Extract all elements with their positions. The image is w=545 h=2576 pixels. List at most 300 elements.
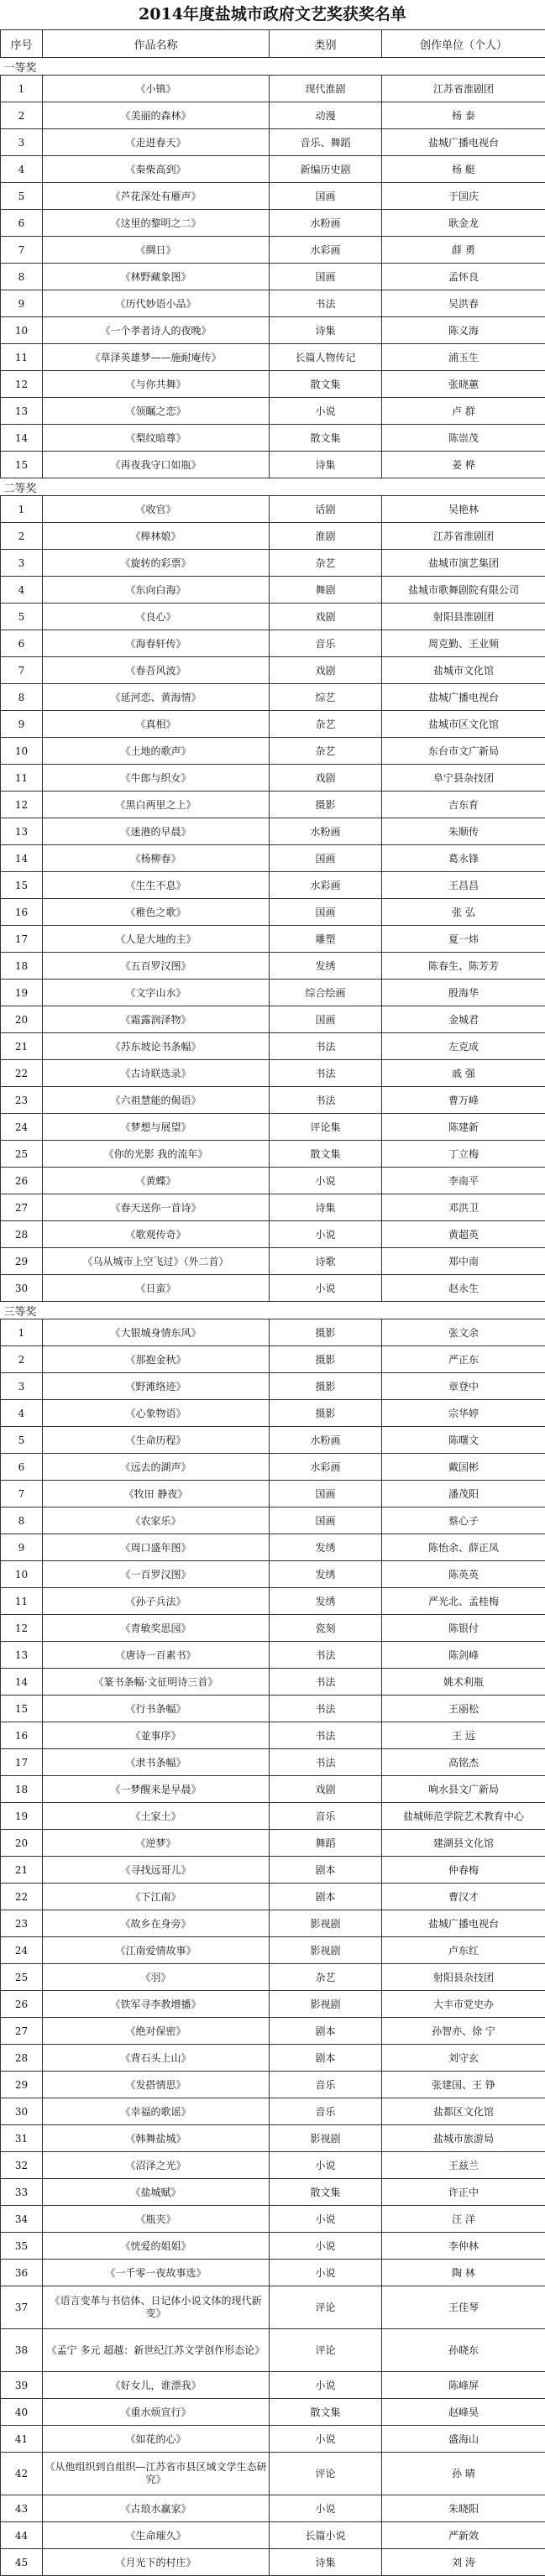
table-row bbox=[1, 765, 545, 792]
cell-category: 杂艺 bbox=[270, 1964, 382, 1991]
cell-index: 29 bbox=[1, 1248, 43, 1275]
cell-category: 瓷刻 bbox=[270, 1615, 382, 1642]
cell-creator: 葛永锋 bbox=[382, 845, 545, 872]
table-row bbox=[1, 156, 545, 183]
cell-work: 《林野藏象图》 bbox=[43, 264, 270, 290]
cell-creator: 高铭杰 bbox=[382, 1749, 545, 1776]
table-row bbox=[1, 76, 545, 102]
table-row bbox=[1, 317, 545, 344]
table-row bbox=[1, 237, 545, 264]
cell-category: 诗集 bbox=[270, 317, 382, 344]
cell-creator: 盐城市区文化馆 bbox=[382, 711, 545, 738]
table-row bbox=[1, 129, 545, 156]
cell-creator: 张建国、王 铮 bbox=[382, 2072, 545, 2098]
cell-category: 戏剧 bbox=[270, 765, 382, 792]
cell-work: 《良心》 bbox=[43, 604, 270, 630]
cell-creator: 戴国彬 bbox=[382, 1454, 545, 1481]
cell-category: 散文集 bbox=[270, 371, 382, 398]
cell-index: 16 bbox=[1, 899, 43, 926]
cell-work: 《苏东坡论书条幅》 bbox=[43, 1033, 270, 1060]
cell-work: 《那抱金秋》 bbox=[43, 1346, 270, 1373]
cell-category: 剧本 bbox=[270, 2018, 382, 2045]
cell-category: 书法 bbox=[270, 1087, 382, 1114]
table-row bbox=[1, 1669, 545, 1696]
cell-creator: 潘茂阳 bbox=[382, 1481, 545, 1507]
cell-index: 39 bbox=[1, 2372, 43, 2399]
cell-category: 摄影 bbox=[270, 792, 382, 818]
table-row bbox=[1, 2233, 545, 2260]
table-row bbox=[1, 264, 545, 290]
cell-category: 书法 bbox=[270, 1060, 382, 1087]
cell-creator: 射阳县淮剧团 bbox=[382, 604, 545, 630]
cell-creator: 陈建新 bbox=[382, 1114, 545, 1141]
table-row bbox=[1, 684, 545, 711]
cell-category: 国画 bbox=[270, 183, 382, 210]
cell-index: 2 bbox=[1, 102, 43, 129]
table-row bbox=[1, 1194, 545, 1221]
cell-work: 《行书条幅》 bbox=[43, 1696, 270, 1722]
cell-creator: 章登中 bbox=[382, 1373, 545, 1400]
cell-creator: 孙智亦、徐 宁 bbox=[382, 2018, 545, 2045]
cell-category: 评论 bbox=[270, 2329, 382, 2372]
cell-work: 《与你共舞》 bbox=[43, 371, 270, 398]
cell-index: 22 bbox=[1, 1060, 43, 1087]
cell-category: 剧本 bbox=[270, 1857, 382, 1884]
cell-work: 《一梦醒来是早晨》 bbox=[43, 1776, 270, 1803]
table-row bbox=[1, 792, 545, 818]
section-label: 一等奖 bbox=[1, 58, 545, 76]
cell-category: 发绣 bbox=[270, 1588, 382, 1615]
cell-creator: 陈峰屏 bbox=[382, 2372, 545, 2399]
cell-work: 《如花的心》 bbox=[43, 2426, 270, 2453]
cell-category: 诗集 bbox=[270, 2549, 382, 2576]
table-row bbox=[1, 1776, 545, 1803]
cell-category: 发绣 bbox=[270, 953, 382, 980]
cell-index: 35 bbox=[1, 2233, 43, 2260]
cell-creator: 盐城市旅游局 bbox=[382, 2125, 545, 2152]
cell-creator: 孙晓东 bbox=[382, 2329, 545, 2372]
cell-creator: 王佳琴 bbox=[382, 2286, 545, 2329]
cell-index: 43 bbox=[1, 2495, 43, 2522]
table-row bbox=[1, 2072, 545, 2098]
cell-index: 9 bbox=[1, 290, 43, 317]
cell-work: 《盐城赋》 bbox=[43, 2179, 270, 2206]
cell-work: 《霜露润泽物》 bbox=[43, 1006, 270, 1033]
cell-creator: 周克勤、王业频 bbox=[382, 630, 545, 657]
cell-work: 《背石头上山》 bbox=[43, 2045, 270, 2072]
table-row bbox=[1, 1060, 545, 1087]
cell-creator: 孙 晴 bbox=[382, 2453, 545, 2495]
cell-work: 《领瞩之恋》 bbox=[43, 398, 270, 425]
cell-work: 《旋转的彩票》 bbox=[43, 550, 270, 577]
table-row bbox=[1, 1141, 545, 1168]
table-row bbox=[1, 1561, 545, 1588]
table-row bbox=[1, 1991, 545, 2018]
cell-index: 9 bbox=[1, 1534, 43, 1561]
cell-category: 诗歌 bbox=[270, 1248, 382, 1275]
cell-creator: 响水县文广新局 bbox=[382, 1776, 545, 1803]
table-row bbox=[1, 2286, 545, 2329]
cell-work: 《语言变革与书信体、日记体小说文体的现代新变》 bbox=[43, 2286, 270, 2329]
cell-category: 国画 bbox=[270, 1481, 382, 1507]
cell-index: 10 bbox=[1, 1561, 43, 1588]
table-row bbox=[1, 818, 545, 845]
cell-creator: 赵峰昊 bbox=[382, 2399, 545, 2426]
table-row bbox=[1, 845, 545, 872]
cell-index: 29 bbox=[1, 2072, 43, 2098]
cell-category: 摄影 bbox=[270, 1400, 382, 1427]
cell-work: 《周口盛年图》 bbox=[43, 1534, 270, 1561]
cell-index: 26 bbox=[1, 1991, 43, 2018]
cell-creator: 耿金龙 bbox=[382, 210, 545, 237]
page-title: 2014年度盐城市政府文艺奖获奖名单 bbox=[0, 0, 545, 29]
table-row bbox=[1, 2206, 545, 2233]
table-row bbox=[1, 1087, 545, 1114]
cell-category: 散文集 bbox=[270, 2179, 382, 2206]
cell-index: 13 bbox=[1, 1642, 43, 1669]
table-row bbox=[1, 1481, 545, 1507]
cell-index: 18 bbox=[1, 953, 43, 980]
cell-index: 14 bbox=[1, 845, 43, 872]
cell-creator: 陈银付 bbox=[382, 1615, 545, 1642]
table-row bbox=[1, 1248, 545, 1275]
cell-creator: 刘守玄 bbox=[382, 2045, 545, 2072]
table-row bbox=[1, 2453, 545, 2495]
section-label: 三等奖 bbox=[1, 1302, 545, 1319]
cell-category: 综合绘画 bbox=[270, 980, 382, 1006]
cell-creator: 王昌昌 bbox=[382, 872, 545, 899]
cell-index: 6 bbox=[1, 210, 43, 237]
cell-index: 23 bbox=[1, 1910, 43, 1937]
cell-index: 4 bbox=[1, 1400, 43, 1427]
table-row bbox=[1, 2098, 545, 2125]
cell-index: 1 bbox=[1, 76, 43, 102]
table-row bbox=[1, 1749, 545, 1776]
cell-work: 《小镇》 bbox=[43, 76, 270, 102]
cell-work: 《土家土》 bbox=[43, 1803, 270, 1830]
cell-work: 《铁军寻李教增播》 bbox=[43, 1991, 270, 2018]
cell-work: 《月光下的村庄》 bbox=[43, 2549, 270, 2576]
cell-index: 22 bbox=[1, 1884, 43, 1910]
table-row bbox=[1, 1319, 545, 1346]
cell-work: 《野滩络迹》 bbox=[43, 1373, 270, 1400]
cell-creator: 杨 艇 bbox=[382, 156, 545, 183]
cell-creator: 汪 洋 bbox=[382, 2206, 545, 2233]
table-row bbox=[1, 2152, 545, 2179]
cell-index: 5 bbox=[1, 604, 43, 630]
table-row bbox=[1, 1964, 545, 1991]
cell-index: 13 bbox=[1, 818, 43, 845]
table-row bbox=[1, 872, 545, 899]
cell-work: 《大银城身情东风》 bbox=[43, 1319, 270, 1346]
cell-work: 《寻找远哥儿》 bbox=[43, 1857, 270, 1884]
cell-creator: 阜宁县杂技团 bbox=[382, 765, 545, 792]
table-row bbox=[1, 1507, 545, 1534]
cell-creator: 姜 桦 bbox=[382, 452, 545, 478]
table-row bbox=[1, 1722, 545, 1749]
cell-category: 书法 bbox=[270, 1722, 382, 1749]
cell-index: 28 bbox=[1, 2045, 43, 2072]
table-row bbox=[1, 1696, 545, 1722]
cell-work: 《日蛮》 bbox=[43, 1275, 270, 1302]
cell-work: 《历代妙语小品》 bbox=[43, 290, 270, 317]
cell-work: 《远去的湖声》 bbox=[43, 1454, 270, 1481]
cell-category: 长篇小说 bbox=[270, 2522, 382, 2549]
cell-work: 《秦柴高到》 bbox=[43, 156, 270, 183]
cell-index: 21 bbox=[1, 1033, 43, 1060]
cell-index: 19 bbox=[1, 1803, 43, 1830]
cell-work: 《歌观传奇》 bbox=[43, 1221, 270, 1248]
cell-index: 44 bbox=[1, 2522, 43, 2549]
cell-creator: 丁立梅 bbox=[382, 1141, 545, 1168]
cell-category: 戏剧 bbox=[270, 604, 382, 630]
cell-category: 书法 bbox=[270, 1033, 382, 1060]
cell-category: 散文集 bbox=[270, 2399, 382, 2426]
cell-index: 31 bbox=[1, 2125, 43, 2152]
cell-work: 《故乡在身旁》 bbox=[43, 1910, 270, 1937]
cell-work: 《生命历程》 bbox=[43, 1427, 270, 1454]
table-row bbox=[1, 2018, 545, 2045]
table-row bbox=[1, 711, 545, 738]
cell-category: 影视剧 bbox=[270, 1937, 382, 1964]
cell-creator: 吴艳林 bbox=[382, 496, 545, 523]
cell-category: 书法 bbox=[270, 1642, 382, 1669]
cell-index: 2 bbox=[1, 1346, 43, 1373]
cell-work: 《黑白两里之上》 bbox=[43, 792, 270, 818]
table-row bbox=[1, 2426, 545, 2453]
cell-category: 音乐 bbox=[270, 630, 382, 657]
cell-work: 《收官》 bbox=[43, 496, 270, 523]
table-row bbox=[1, 344, 545, 371]
cell-category: 小说 bbox=[270, 2372, 382, 2399]
cell-category: 评论 bbox=[270, 2286, 382, 2329]
header-work: 作品名称 bbox=[43, 30, 270, 58]
cell-category: 剧本 bbox=[270, 1884, 382, 1910]
cell-category: 水彩画 bbox=[270, 1454, 382, 1481]
cell-work: 《瓶夹》 bbox=[43, 2206, 270, 2233]
cell-category: 小说 bbox=[270, 1221, 382, 1248]
table-row bbox=[1, 1221, 545, 1248]
cell-work: 《农家乐》 bbox=[43, 1507, 270, 1534]
header-category: 类别 bbox=[270, 30, 382, 58]
cell-index: 26 bbox=[1, 1168, 43, 1194]
table-row bbox=[1, 1275, 545, 1302]
cell-category: 书法 bbox=[270, 1669, 382, 1696]
cell-index: 1 bbox=[1, 1319, 43, 1346]
cell-category: 散文集 bbox=[270, 425, 382, 452]
table-row bbox=[1, 1114, 545, 1141]
cell-creator: 陈崇茂 bbox=[382, 425, 545, 452]
cell-work: 《发搭情思》 bbox=[43, 2072, 270, 2098]
cell-index: 40 bbox=[1, 2399, 43, 2426]
cell-creator: 严新效 bbox=[382, 2522, 545, 2549]
cell-creator: 盐都区文化馆 bbox=[382, 2098, 545, 2125]
table-row bbox=[1, 2125, 545, 2152]
cell-category: 杂艺 bbox=[270, 738, 382, 765]
table-row bbox=[1, 657, 545, 684]
cell-work: 《草泽英雄梦——施耐庵传》 bbox=[43, 344, 270, 371]
cell-work: 《从他组织到自组织—江苏省市县区域文学生态研究》 bbox=[43, 2453, 270, 2495]
cell-work: 《青敏奖思园》 bbox=[43, 1615, 270, 1642]
cell-category: 剧本 bbox=[270, 2045, 382, 2072]
cell-work: 《古诗联选录》 bbox=[43, 1060, 270, 1087]
cell-index: 21 bbox=[1, 1857, 43, 1884]
cell-creator: 宗华婷 bbox=[382, 1400, 545, 1427]
cell-category: 舞剧 bbox=[270, 577, 382, 604]
cell-category: 小说 bbox=[270, 2152, 382, 2179]
cell-category: 摄影 bbox=[270, 1346, 382, 1373]
cell-category: 散文集 bbox=[270, 1141, 382, 1168]
cell-creator: 严光北、孟桂梅 bbox=[382, 1588, 545, 1615]
cell-category: 国画 bbox=[270, 1006, 382, 1033]
cell-category: 影视剧 bbox=[270, 1910, 382, 1937]
cell-creator: 戚 强 bbox=[382, 1060, 545, 1087]
table-row bbox=[1, 452, 545, 478]
cell-category: 小说 bbox=[270, 2426, 382, 2453]
cell-category: 小说 bbox=[270, 1275, 382, 1302]
cell-index: 27 bbox=[1, 2018, 43, 2045]
cell-category: 音乐、舞蹈 bbox=[270, 129, 382, 156]
cell-index: 25 bbox=[1, 1141, 43, 1168]
cell-index: 11 bbox=[1, 344, 43, 371]
table-row bbox=[1, 1588, 545, 1615]
cell-category: 淮剧 bbox=[270, 523, 382, 550]
cell-creator: 曹万峰 bbox=[382, 1087, 545, 1114]
cell-creator: 蔡心子 bbox=[382, 1507, 545, 1534]
cell-work: 《这里的黎明之二》 bbox=[43, 210, 270, 237]
cell-work: 《生命璀久》 bbox=[43, 2522, 270, 2549]
cell-category: 影视剧 bbox=[270, 1991, 382, 2018]
cell-creator: 陈春生、陈芳芳 bbox=[382, 953, 545, 980]
table-row bbox=[1, 1803, 545, 1830]
cell-index: 12 bbox=[1, 371, 43, 398]
cell-work: 《生生不息》 bbox=[43, 872, 270, 899]
cell-index: 6 bbox=[1, 1454, 43, 1481]
table-row bbox=[1, 1168, 545, 1194]
cell-category: 国画 bbox=[270, 845, 382, 872]
cell-index: 8 bbox=[1, 1507, 43, 1534]
cell-category: 动漫 bbox=[270, 102, 382, 129]
cell-work: 《稚色之歌》 bbox=[43, 899, 270, 926]
cell-creator: 吉东育 bbox=[382, 792, 545, 818]
cell-category: 现代淮剧 bbox=[270, 76, 382, 102]
cell-index: 28 bbox=[1, 1221, 43, 1248]
cell-index: 8 bbox=[1, 264, 43, 290]
cell-index: 25 bbox=[1, 1964, 43, 1991]
cell-creator: 大丰市党史办 bbox=[382, 1991, 545, 2018]
table-row bbox=[1, 980, 545, 1006]
cell-creator: 张晓蕙 bbox=[382, 371, 545, 398]
cell-category: 小说 bbox=[270, 2260, 382, 2286]
cell-index: 20 bbox=[1, 1830, 43, 1857]
cell-work: 《並事序》 bbox=[43, 1722, 270, 1749]
cell-category: 音乐 bbox=[270, 2098, 382, 2125]
cell-index: 27 bbox=[1, 1194, 43, 1221]
table-row bbox=[1, 2495, 545, 2522]
cell-work: 《一千零一夜故事选》 bbox=[43, 2260, 270, 2286]
cell-creator: 李南平 bbox=[382, 1168, 545, 1194]
table-row bbox=[1, 550, 545, 577]
table-header-row bbox=[1, 30, 545, 58]
cell-category: 音乐 bbox=[270, 1803, 382, 1830]
cell-index: 19 bbox=[1, 980, 43, 1006]
table-row bbox=[1, 1400, 545, 1427]
cell-work: 《人是大地的主》 bbox=[43, 926, 270, 953]
cell-work: 《春吾风波》 bbox=[43, 657, 270, 684]
cell-index: 24 bbox=[1, 1937, 43, 1964]
cell-index: 33 bbox=[1, 2179, 43, 2206]
table-row bbox=[1, 1033, 545, 1060]
cell-work: 《沼泽之光》 bbox=[43, 2152, 270, 2179]
table-row bbox=[1, 398, 545, 425]
cell-work: 《土地的歌声》 bbox=[43, 738, 270, 765]
table-row bbox=[1, 1373, 545, 1400]
cell-creator: 王 远 bbox=[382, 1722, 545, 1749]
cell-category: 发绣 bbox=[270, 1534, 382, 1561]
cell-index: 20 bbox=[1, 1006, 43, 1033]
cell-creator: 殷海华 bbox=[382, 980, 545, 1006]
cell-index: 45 bbox=[1, 2549, 43, 2576]
cell-creator: 朱顺传 bbox=[382, 818, 545, 845]
cell-work: 《好女儿，谁漂我》 bbox=[43, 2372, 270, 2399]
cell-index: 8 bbox=[1, 684, 43, 711]
cell-creator: 姚术利瓶 bbox=[382, 1669, 545, 1696]
cell-index: 1 bbox=[1, 496, 43, 523]
cell-category: 戏剧 bbox=[270, 1776, 382, 1803]
cell-category: 杂艺 bbox=[270, 711, 382, 738]
cell-index: 7 bbox=[1, 657, 43, 684]
cell-category: 书法 bbox=[270, 1696, 382, 1722]
cell-work: 《五百罗汉图》 bbox=[43, 953, 270, 980]
cell-creator: 薛 勇 bbox=[382, 237, 545, 264]
cell-creator: 盐城广播电视台 bbox=[382, 129, 545, 156]
cell-work: 《重水烦宣行》 bbox=[43, 2399, 270, 2426]
table-row bbox=[1, 2329, 545, 2372]
cell-creator: 射阳县杂技团 bbox=[382, 1964, 545, 1991]
cell-category: 水粉画 bbox=[270, 1427, 382, 1454]
cell-creator: 王兹兰 bbox=[382, 2152, 545, 2179]
cell-index: 3 bbox=[1, 129, 43, 156]
cell-work: 《绸日》 bbox=[43, 237, 270, 264]
cell-work: 《江南爱情故事》 bbox=[43, 1937, 270, 1964]
cell-work: 《一百罗汉图》 bbox=[43, 1561, 270, 1588]
cell-category: 雕塑 bbox=[270, 926, 382, 953]
cell-index: 24 bbox=[1, 1114, 43, 1141]
cell-creator: 于国庆 bbox=[382, 183, 545, 210]
table-row bbox=[1, 1910, 545, 1937]
cell-work: 《文字山水》 bbox=[43, 980, 270, 1006]
cell-index: 36 bbox=[1, 2260, 43, 2286]
cell-index: 18 bbox=[1, 1776, 43, 1803]
cell-index: 4 bbox=[1, 156, 43, 183]
cell-work: 《孙子兵法》 bbox=[43, 1588, 270, 1615]
cell-category: 舞蹈 bbox=[270, 1830, 382, 1857]
cell-category: 水彩画 bbox=[270, 872, 382, 899]
cell-index: 14 bbox=[1, 425, 43, 452]
cell-creator: 盐城市演艺集团 bbox=[382, 550, 545, 577]
cell-index: 4 bbox=[1, 577, 43, 604]
cell-index: 23 bbox=[1, 1087, 43, 1114]
cell-work: 《你的光影 我的流年》 bbox=[43, 1141, 270, 1168]
cell-creator: 许正中 bbox=[382, 2179, 545, 2206]
cell-category: 国画 bbox=[270, 899, 382, 926]
cell-creator: 夏一炜 bbox=[382, 926, 545, 953]
cell-index: 15 bbox=[1, 872, 43, 899]
cell-category: 摄影 bbox=[270, 1373, 382, 1400]
table-row bbox=[1, 371, 545, 398]
table-row bbox=[1, 496, 545, 523]
cell-creator: 江苏省淮剧团 bbox=[382, 76, 545, 102]
